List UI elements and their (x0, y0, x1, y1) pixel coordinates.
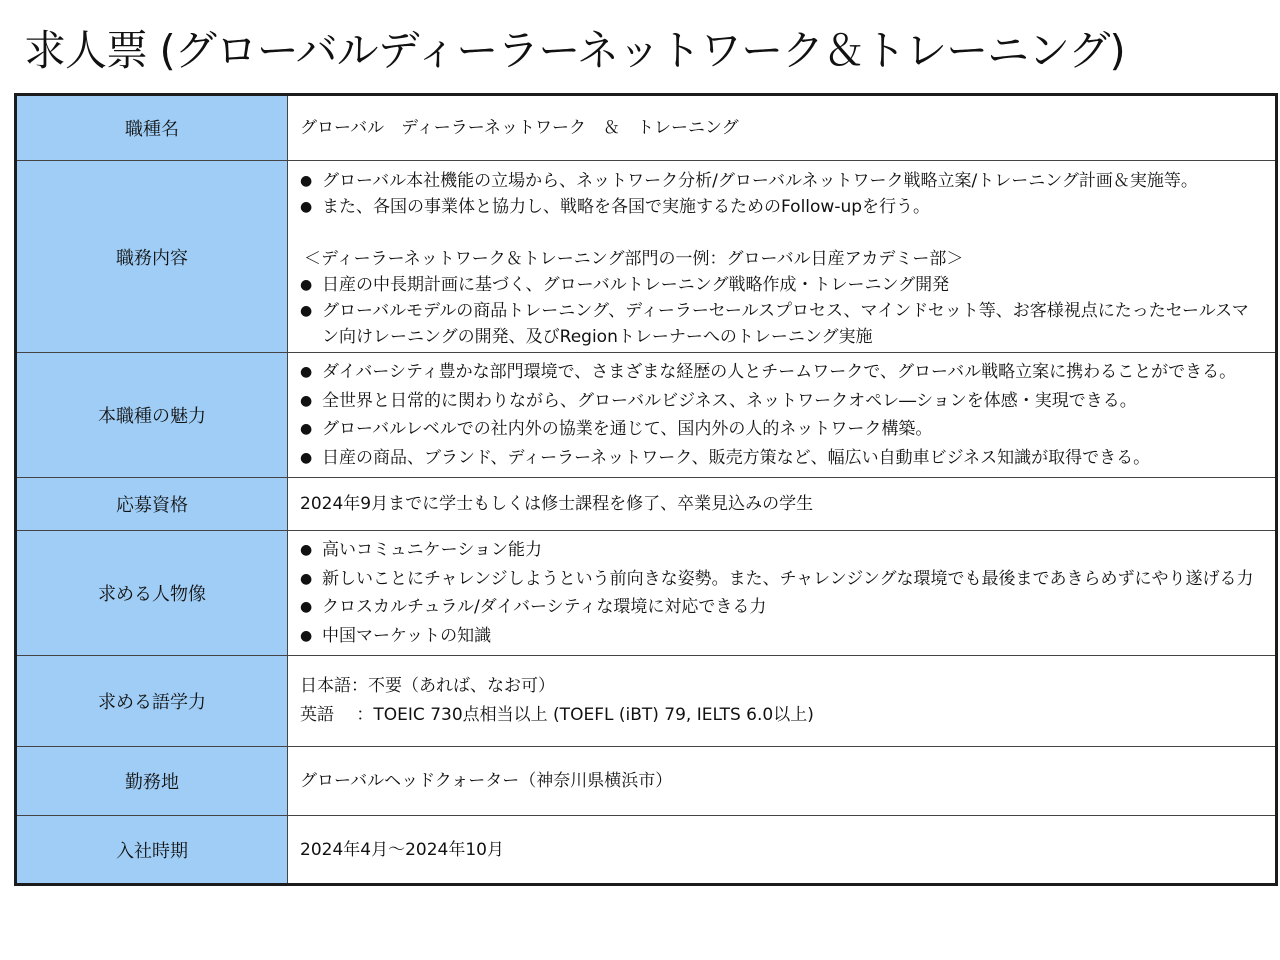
eligibility-value (288, 478, 1275, 531)
list-item: ● グローバルモデルの商品トレーニング、ディーラーセールスプロセス、マインドセット等、お客様視点にたったセールスマン向けレーニングの開発、及びRegionトレーナーへのトレーニング実施 (300, 298, 1265, 350)
list-item: ● 日産の商品、ブランド、ディーラーネットワーク、販売方策など、幅広い自動車ビジネス知識が取得できる。 (300, 444, 1265, 473)
appeal-label: 本職種の魅力 (17, 353, 288, 478)
eligibility-text: 2024年9月までに学士もしくは修士課程を修了、卒業見込みの学生 (300, 494, 814, 514)
duties-example-list (300, 272, 1265, 350)
list-item: ● また、各国の事業体と協力し、戦略を各国で実施するためのFollow-upを行う。 (300, 194, 1265, 220)
language-value (288, 656, 1275, 747)
language-label: 求める語学力 (17, 656, 288, 747)
appeal-value (288, 353, 1275, 478)
location-label: 勤務地 (17, 747, 288, 816)
language-english: 英語 ：TOEIC 730点相当以上 (TOEFL (iBT) 79, IELTS 6.0以上) (300, 705, 814, 725)
job-title-value (288, 96, 1275, 161)
list-item: ● グローバル本社機能の立場から、ネットワーク分析/グローバルネットワーク戦略立案/トレーニング計画＆実施等。 (300, 168, 1265, 194)
language-japanese: 日本語：不要（あれば、なお可） (300, 676, 555, 696)
list-item: ● クロスカルチュラル/ダイバーシティな環境に対応できる力 (300, 593, 1265, 622)
ideal-candidate-value (288, 531, 1275, 656)
list-item: ● 全世界と日常的に関わりながら、グローバルビジネス、ネットワークオペレ―ションを体感・実現できる。 (300, 387, 1265, 416)
start-date-text: 2024年4月～2024年10月 (300, 839, 504, 860)
location-text: グローバルヘッドクォーター（神奈川県横浜市） (300, 771, 673, 791)
list-item: ● 新しいことにチャレンジしようという前向きな姿勢。また、チャレンジングな環境でも最後まであきらめずにやり遂げる力 (300, 565, 1265, 594)
duties-value (288, 161, 1275, 353)
duties-label: 職務内容 (17, 161, 288, 353)
page-title: 求人票 (グローバルディーラーネットワーク＆トレーニング) (24, 26, 1125, 75)
duties-list (300, 168, 1265, 220)
job-posting-table (14, 93, 1278, 886)
job-title-label: 職種名 (17, 96, 288, 161)
list-item: ● ダイバーシティ豊かな部門環境で、さまざまな経歴の人とチームワークで、グローバル戦略立案に携わることができる。 (300, 358, 1265, 387)
list-item: ● 中国マーケットの知識 (300, 622, 1265, 651)
eligibility-label: 応募資格 (17, 478, 288, 531)
ideal-candidate-label: 求める人物像 (17, 531, 288, 656)
list-item: ● 日産の中長期計画に基づく、グローバルトレーニング戦略作成・トレーニング開発 (300, 272, 1265, 298)
job-title-text: グローバル ディーラーネットワーク ＆ トレーニング (300, 118, 739, 138)
appeal-list (300, 358, 1265, 472)
location-value (288, 747, 1275, 816)
list-item: ● グローバルレベルでの社内外の協業を通じて、国内外の人的ネットワーク構築。 (300, 415, 1265, 444)
ideal-candidate-list (300, 536, 1265, 650)
start-date-label: 入社時期 (17, 816, 288, 883)
list-item: ● 高いコミュニケーション能力 (300, 536, 1265, 565)
start-date-value (288, 816, 1275, 883)
duties-example-heading: ＜ディーラーネットワーク＆トレーニング部門の一例：グローバル日産アカデミー部＞ (304, 249, 964, 269)
